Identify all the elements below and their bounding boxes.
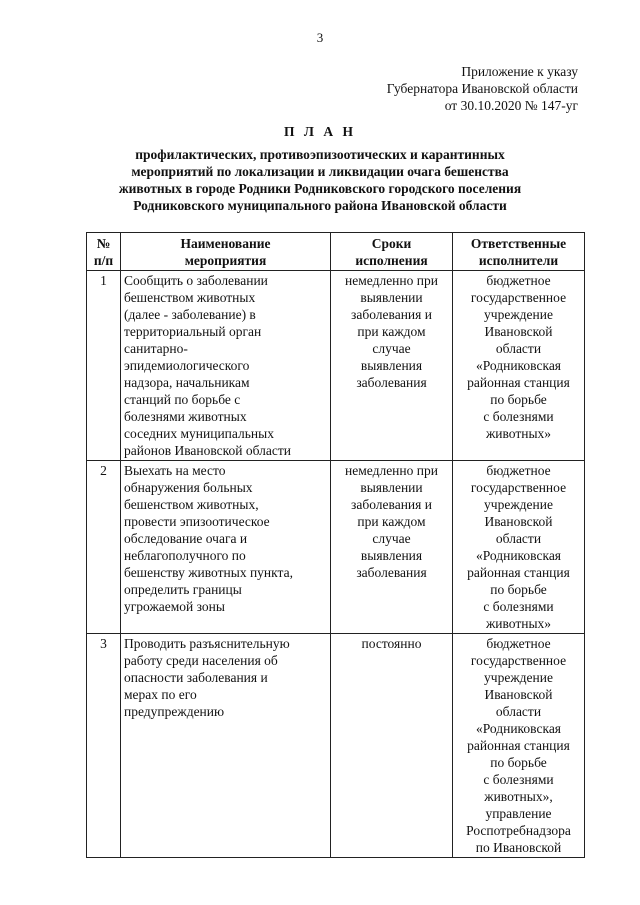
- cell-line: болезнями животных: [124, 409, 247, 424]
- cell-line: бюджетное: [486, 636, 551, 651]
- cell-line: неблагополучного по: [124, 548, 246, 563]
- plan-table: [86, 232, 585, 858]
- cell-line: бюджетное: [486, 273, 551, 288]
- cell-line: обследование очага и: [124, 531, 248, 546]
- cell-line: санитарно-: [124, 341, 188, 356]
- cell-line: Выехать на место: [124, 463, 226, 478]
- cell-line: «Родниковская: [475, 721, 562, 736]
- subtitle-line: мероприятий по локализации и ликвидации очага бешенства: [131, 164, 509, 179]
- header-line: Сроки: [371, 236, 412, 251]
- cell-line: провести эпизоотическое: [124, 514, 270, 529]
- cell-line: Роспотребнадзора: [466, 823, 571, 838]
- cell-line: эпидемиологического: [124, 358, 250, 373]
- cell-line: выявлении: [360, 290, 423, 305]
- cell-line: животных»: [485, 616, 552, 631]
- activity-name-cell: [121, 271, 331, 461]
- row-number-cell: 2: [87, 461, 121, 634]
- cell-line: заболевания: [356, 565, 427, 580]
- activity-name-cell: [121, 634, 331, 858]
- cell-line: Ивановской: [484, 514, 553, 529]
- cell-line: по борьбе: [490, 392, 547, 407]
- cell-line: области: [495, 531, 542, 546]
- cell-line: управление: [485, 806, 552, 821]
- table-row: [87, 461, 585, 634]
- cell-line: области: [495, 704, 542, 719]
- cell-line: Ивановской: [484, 324, 553, 339]
- header-line: п/п: [93, 253, 114, 268]
- cell-line: немедленно при: [345, 273, 438, 288]
- header-line: исполнители: [478, 253, 559, 268]
- cell-line: станций по борьбе с: [124, 392, 241, 407]
- cell-line: районная станция: [467, 738, 570, 753]
- cell-line: бюджетное: [486, 463, 551, 478]
- cell-line: учреждение: [484, 670, 553, 685]
- cell-line: постоянно: [361, 636, 422, 651]
- cell-line: опасности заболевания и: [124, 670, 268, 685]
- cell-line: выявлении: [360, 480, 423, 495]
- document-subtitle: [0, 146, 640, 214]
- document-title: П Л А Н: [284, 124, 356, 139]
- row-number-cell: 3: [87, 634, 121, 858]
- cell-line: обнаружения больных: [124, 480, 253, 495]
- header-line: Ответственные: [470, 236, 567, 251]
- cell-line: выявления: [360, 358, 423, 373]
- cell-line: определить границы: [124, 582, 242, 597]
- cell-line: немедленно при: [345, 463, 438, 478]
- cell-line: Сообщить о заболевании: [124, 273, 268, 288]
- cell-line: по Ивановской: [475, 840, 562, 855]
- cell-line: бешенству животных пункта,: [124, 565, 293, 580]
- table-row: [87, 634, 585, 858]
- cell-line: районов Ивановской области: [124, 443, 291, 458]
- appendix-line: от 30.10.2020 № 147-уг: [444, 98, 578, 113]
- cell-line: (далее - заболевание) в: [124, 307, 256, 322]
- header-line: мероприятия: [184, 253, 267, 268]
- appendix-line: Приложение к указу: [461, 64, 578, 79]
- cell-line: по борьбе: [490, 582, 547, 597]
- responsible-cell: [453, 461, 585, 634]
- cell-line: животных»: [485, 426, 552, 441]
- deadline-cell: [331, 461, 453, 634]
- cell-line: с болезнями: [483, 599, 554, 614]
- cell-line: с болезнями: [483, 772, 554, 787]
- cell-line: бешенством животных: [124, 290, 256, 305]
- cell-line: государственное: [470, 480, 567, 495]
- cell-line: районная станция: [467, 565, 570, 580]
- header-activity-name: [121, 233, 331, 271]
- cell-line: «Родниковская: [475, 548, 562, 563]
- cell-line: учреждение: [484, 497, 553, 512]
- activity-name-cell: [121, 461, 331, 634]
- header-number: [87, 233, 121, 271]
- cell-line: надзора, начальникам: [124, 375, 250, 390]
- cell-line: работу среди населения об: [124, 653, 278, 668]
- cell-line: государственное: [470, 290, 567, 305]
- header-line: №: [96, 236, 111, 251]
- cell-line: выявления: [360, 548, 423, 563]
- table-header-row: [87, 233, 585, 271]
- subtitle-line: животных в городе Родники Родниковского городского поселения: [118, 181, 522, 196]
- deadline-cell: [331, 271, 453, 461]
- cell-line: с болезнями: [483, 409, 554, 424]
- cell-line: заболевания: [356, 375, 427, 390]
- cell-line: бешенством животных,: [124, 497, 259, 512]
- cell-line: угрожаемой зоны: [124, 599, 225, 614]
- row-number-cell: 1: [87, 271, 121, 461]
- cell-line: области: [495, 341, 542, 356]
- responsible-cell: [453, 271, 585, 461]
- cell-line: «Родниковская: [475, 358, 562, 373]
- cell-line: по борьбе: [490, 755, 547, 770]
- appendix-line: Губернатора Ивановской области: [386, 81, 578, 96]
- cell-line: учреждение: [484, 307, 553, 322]
- header-deadline: [331, 233, 453, 271]
- deadline-cell: [331, 634, 453, 858]
- cell-line: заболевания и: [351, 307, 432, 322]
- appendix-reference: [387, 63, 578, 114]
- cell-line: районная станция: [467, 375, 570, 390]
- cell-line: предупреждению: [124, 704, 225, 719]
- subtitle-line: Родниковского муниципального района Ивановской области: [133, 198, 507, 213]
- cell-line: заболевания и: [351, 497, 432, 512]
- responsible-cell: [453, 634, 585, 858]
- header-responsible: [453, 233, 585, 271]
- cell-line: при каждом: [357, 324, 426, 339]
- cell-line: при каждом: [357, 514, 426, 529]
- header-line: Наименование: [180, 236, 271, 251]
- cell-line: Ивановской: [484, 687, 553, 702]
- cell-line: животных»,: [484, 789, 553, 804]
- cell-line: мерах по его: [124, 687, 197, 702]
- cell-line: случае: [372, 341, 411, 356]
- cell-line: Проводить разъяснительную: [124, 636, 290, 651]
- page-number: 3: [316, 30, 324, 45]
- cell-line: территориальный орган: [124, 324, 262, 339]
- cell-line: соседних муниципальных: [124, 426, 274, 441]
- cell-line: случае: [372, 531, 411, 546]
- header-line: исполнения: [355, 253, 428, 268]
- subtitle-line: профилактических, противоэпизоотических и карантинных: [135, 147, 505, 162]
- cell-line: государственное: [470, 653, 567, 668]
- table-row: [87, 271, 585, 461]
